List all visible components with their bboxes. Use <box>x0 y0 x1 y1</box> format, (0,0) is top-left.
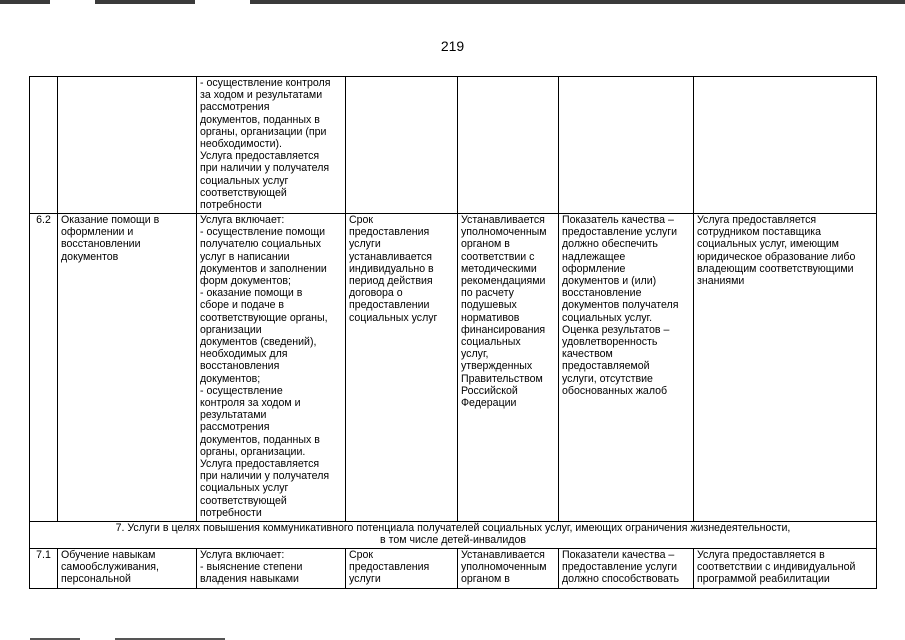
cell-service-quality <box>559 77 694 214</box>
cell-service-term <box>346 77 458 214</box>
page-number: 219 <box>440 38 465 54</box>
table-row <box>30 77 877 214</box>
cell-service-conditions <box>694 77 877 214</box>
table-row <box>30 549 877 589</box>
cell-service-quality: Показатели качества – предоставление услуги должно способствовать <box>559 549 694 589</box>
cell-number: 6.2 <box>30 214 58 522</box>
cell-service-norm <box>458 77 559 214</box>
cell-service-content: - осуществление контроля за ходом и результатами рассмотрения документов, поданных в органы, организации (при необходимости). Услуга предоставляется при наличии у получателя социальных услуг соответствующей потребности <box>197 77 346 214</box>
scan-edge-mark <box>250 0 905 4</box>
cell-service-term: Срок предоставления услуги устанавливается индивидуально в период действия договора о предоставлении социальных услуг <box>346 214 458 522</box>
cell-number: 7.1 <box>30 549 58 589</box>
scan-edge-mark <box>95 0 195 4</box>
cell-service-name: Обучение навыкам самообслуживания, персональной <box>58 549 197 589</box>
table-row <box>30 214 877 522</box>
services-table <box>29 76 877 589</box>
cell-service-conditions: Услуга предоставляется в соответствии с индивидуальной программой реабилитации <box>694 549 877 589</box>
cell-service-content: Услуга включает: - осуществление помощи получателю социальных услуг в написании документов и заполнении форм документов; - оказание помощи в сборе и подаче в соответствующие органы, организации документов (сведений), необходимых для восстановления документов; - осуществление контроля за ходом и результатами рассмотрения документов, поданных в органы, организации. Услуга предоставляется при наличии у получателя социальных услуг соответствующей потребности <box>197 214 346 522</box>
cell-service-conditions: Услуга предоставляется сотрудником поставщика социальных услуг, имеющим юридическое образование либо владеющим соответствующими знаниями <box>694 214 877 522</box>
section-header-row <box>30 522 877 549</box>
cell-service-quality: Показатель качества – предоставление услуги должно обеспечить надлежащее оформление документов и (или) восстановление документов получателя социальных услуг. Оценка результатов – удовлетворенность качеством предоставляемой услуги, отсутствие обоснованных жалоб <box>559 214 694 522</box>
scan-edge-mark <box>0 0 50 4</box>
cell-service-norm: Устанавливается уполномоченным органом в соответствии с методическими рекомендациями по расчету подушевых нормативов финансирования социальных услуг, утвержденных Правительством Российской Федерации <box>458 214 559 522</box>
cell-service-norm: Устанавливается уполномоченным органом в <box>458 549 559 589</box>
cell-number <box>30 77 58 214</box>
cell-service-name <box>58 77 197 214</box>
cell-service-content: Услуга включает: - выяснение степени владения навыками <box>197 549 346 589</box>
cell-service-name: Оказание помощи в оформлении и восстановлении документов <box>58 214 197 522</box>
section-title: 7. Услуги в целях повышения коммуникативного потенциала получателей социальных услуг, имеющих ограничения жизнедеятельности, в том числе детей-инвалидов <box>30 522 877 549</box>
cell-service-term: Срок предоставления услуги <box>346 549 458 589</box>
